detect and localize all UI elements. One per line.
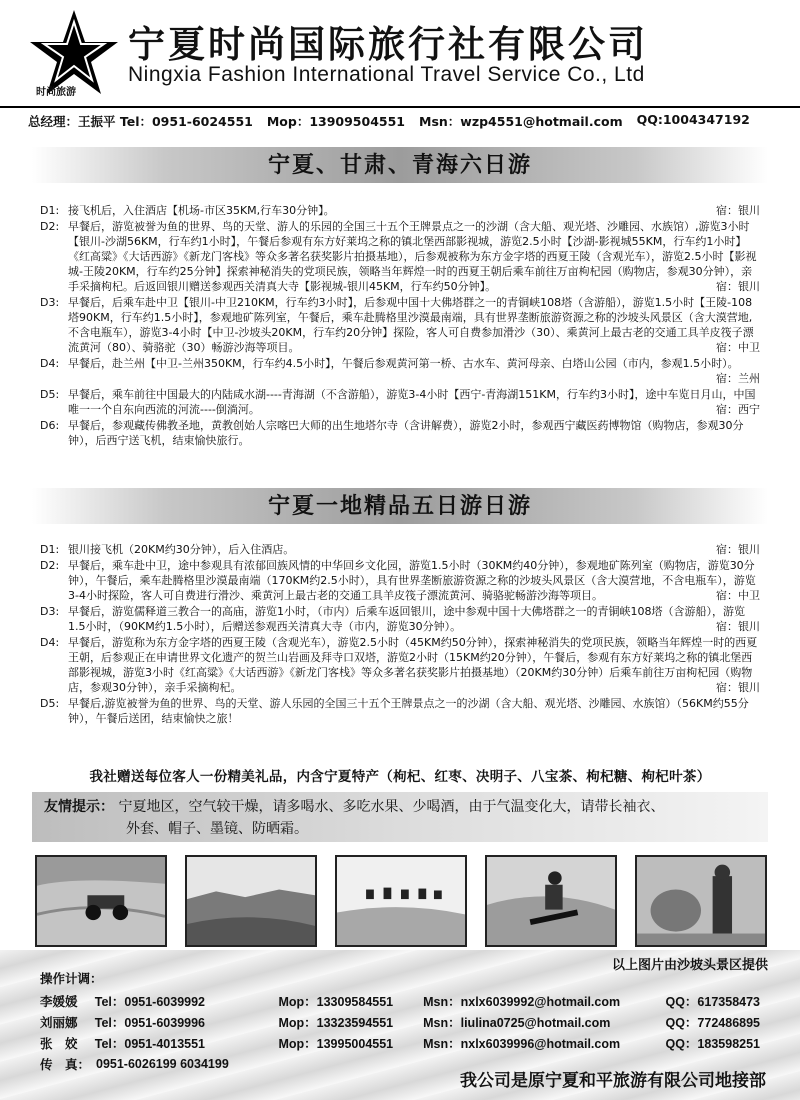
- operator-qq: QQ：772486895: [665, 1015, 760, 1030]
- operator-mop: Mop：13309584551: [278, 994, 394, 1009]
- tour2-day: [40, 635, 760, 695]
- operator-name: 刘丽娜: [40, 1014, 78, 1030]
- tour1-day: [40, 219, 760, 294]
- operators-section: [40, 969, 760, 1074]
- tour2-day: [40, 604, 760, 634]
- tour1-day: [40, 356, 760, 386]
- overnight: 宿：银川: [716, 681, 760, 694]
- day-label: D1:: [40, 204, 60, 217]
- day-text: 接飞机后，入住酒店【机场-市区35KM,行车30分钟】。: [68, 204, 335, 217]
- operator-tel: Tel：0951-4013551: [94, 1036, 206, 1051]
- operator-qq: QQ：183598251: [665, 1036, 760, 1051]
- tour1-title: 宁夏、甘肃、青海六日游: [32, 147, 768, 183]
- camel-caravan-photo: [335, 855, 467, 947]
- footer-statement: 我公司是原宁夏和平旅游有限公司地接部: [460, 1071, 766, 1091]
- day-text: 早餐后，游览称为东方金字塔的西夏王陵（含观光车），游览2.5小时（45KM约50分钟），探索神秘消失的党项民族，领略当年辉煌一时的西夏王朝，后参观正在申请世界文化遗产的贺兰山岩画及拜寺口双塔，游览2小时（15KM约20分钟），午餐后，参观有东方好莱坞之称的镇北堡西部影视城，游览3小时《红高粱》《大话西游》《新龙门客栈》等众多著名获奖影片拍摄基地）（20KM约30分钟）后乘车前往万亩枸杞园（购物店，参观30分钟），亲手采摘枸杞。: [68, 636, 758, 694]
- day-label: D5:: [40, 388, 60, 401]
- day-text: 早餐后，游览被誉为鱼的世界、鸟的天堂、游人的乐园的全国三十五个王牌景点之一的沙湖（含大船、观光塔、沙雕园、水族馆）,游览3小时【银川-沙湖56KM，行车约1小时】，午餐后参观有东方好莱坞之称的镇北堡西部影视城，游览2.5小时【沙湖-影视城55KM，行车约1小时】《红高粱》《大话西游》《新龙门客栈》等众多著名获奖影片拍摄基地），后参观被称为东方金字塔的西夏王陵（含观光车），游览2.5小时【影视城-王陵20KM，行车约25分钟】探索神秘消失的党项民族，领略当年辉煌一时的西夏王朝后乘车前往万亩枸杞园（购物店，参观30分钟），亲手采摘枸杞。后返回银川赠送参观西关清真大寺【影视城-银川45KM，行车约50分钟】。: [68, 220, 757, 293]
- day-text: 早餐后，乘车前往中国最大的内陆咸水湖----青海湖（不含游船），游览3-4小时【西宁-青海湖151KM，行车约3小时】，途中车览日月山，中国唯一一个自东向西流的河流----倒淌河。: [68, 388, 756, 416]
- day-text: 早餐后,游览被誉为鱼的世界、鸟的天堂、游人乐园的全国三十五个王牌景点之一的沙湖（含大船、观光塔、沙雕园、水族馆）（56KM约55分钟），午餐后送团，结束愉快之旅！: [68, 697, 749, 725]
- tour2-day: [40, 696, 760, 726]
- photo-strip: [35, 855, 767, 947]
- operator-row: [40, 990, 760, 1011]
- operator-tel: Tel：0951-6039992: [94, 994, 206, 1009]
- operator-msn: Msn：nxlx6039992@hotmail.com: [423, 994, 621, 1009]
- header: [0, 0, 800, 108]
- company-name-cn: 宁夏时尚国际旅行社有限公司: [128, 23, 648, 66]
- day-label: D6:: [40, 419, 60, 432]
- operator-name: 张 姣: [40, 1035, 78, 1051]
- day-text: 早餐后，游览儒释道三教合一的高庙，游览1小时，（市内）后乘车返回银川，途中参观中国十大佛塔群之一的青铜峡108塔（含游船），游览1.5小时，（90KM约1.5小时），后赠送参观西关清真大寺（市内，游览30分钟）。: [68, 605, 745, 633]
- overnight: 宿：西宁: [716, 403, 760, 416]
- company-name-en: Ningxia Fashion International Travel Service Co., Ltd: [128, 63, 645, 86]
- operator-msn: Msn：liulina0725@hotmail.com: [423, 1015, 611, 1030]
- sand-surfing-photo: [485, 855, 617, 947]
- overnight: 宿：兰州: [716, 372, 760, 385]
- tour1-day: [40, 295, 760, 355]
- desert-statue-photo: [635, 855, 767, 947]
- day-text: 早餐后，参观藏传佛教圣地，黄教创始人宗喀巴大师的出生地塔尔寺（含讲解费），游览2小时，参观西宁藏医药博物馆（购物店，参观30分钟），后西宁送飞机，结束愉快旅行。: [68, 419, 744, 447]
- tips-line-1: 宁夏地区，空气较干燥，请多喝水、多吃水果、少喝酒，由于气温变化大，请带长袖衣、: [118, 799, 665, 815]
- fax-numbers: 0951-6026199 6034199: [96, 1056, 229, 1071]
- overnight: 宿：银川: [716, 204, 760, 217]
- day-label: D3:: [40, 296, 60, 309]
- overnight: 宿：银川: [716, 620, 760, 633]
- day-label: D4:: [40, 636, 60, 649]
- operators-title: 操作计调：: [40, 971, 103, 986]
- manager-tel: 总经理：王振平 Tel：0951-6024551: [28, 114, 253, 129]
- tour2-day: [40, 558, 760, 603]
- tips-label: 友情提示：: [44, 799, 114, 815]
- operator-mop: Mop：13323594551: [278, 1015, 394, 1030]
- operator-row: [40, 1032, 760, 1053]
- logo-caption: 时尚旅游: [36, 87, 76, 98]
- day-label: D2:: [40, 220, 60, 233]
- tour2-itinerary: [40, 542, 760, 727]
- dunes-landscape-photo: [185, 855, 317, 947]
- tour1-day: [40, 387, 760, 417]
- manager-msn: Msn：wzp4551@hotmail.com: [419, 114, 623, 129]
- day-text: 早餐后，后乘车赴中卫【银川-中卫210KM，行车约3小时】，后参观中国十大佛塔群之一的青铜峡108塔（含游船），游览1.5小时【王陵-108塔90KM，行车约1.5小时】，参观地矿陈列室，午餐后，乘车赴腾格里沙漠最南端，具有世界垄断旅游资源之称的沙坡头风景区（含大漠营地,不含电瓶车），游览3-4小时【中卫-沙坡头20KM，行车约20分钟】探险，客人可自费参加滑沙（30）、乘黄河上最古老的交通工具羊皮筏子漂流黄河（80）、骑骆驼（30）畅游沙海等项目。: [68, 296, 754, 354]
- desert-buggy-photo: [35, 855, 167, 947]
- operator-qq: QQ：617358473: [665, 994, 760, 1009]
- operator-msn: Msn：nxlx6039996@hotmail.com: [423, 1036, 621, 1051]
- tour1-title-bar: [0, 147, 800, 183]
- travel-tips: [32, 792, 768, 842]
- fax-label: 传 真：: [40, 1056, 91, 1072]
- tour1-day: [40, 203, 760, 218]
- tour2-title: 宁夏一地精品五日游日游: [32, 488, 768, 524]
- tour2-title-bar: [0, 488, 800, 524]
- manager-contact-bar: [0, 112, 800, 130]
- operator-row: [40, 1011, 760, 1032]
- day-label: D1:: [40, 543, 60, 556]
- tour2-day: [40, 542, 760, 557]
- day-label: D5:: [40, 697, 60, 710]
- day-text: 早餐后，赴兰州【中卫-兰州350KM，行车约4.5小时】，午餐后参观黄河第一桥、古水车、黄河母亲、白塔山公园（市内，参观1.5小时）。: [68, 357, 739, 370]
- manager-mop: Mop：13909504551: [266, 114, 405, 129]
- operator-mop: Mop：13995004551: [278, 1036, 394, 1051]
- day-text: 银川接飞机（20KM约30分钟），后入住酒店。: [68, 543, 295, 556]
- tips-line-2: 外套、帽子、墨镜、防晒霜。: [126, 821, 308, 837]
- overnight: 宿：中卫: [716, 589, 760, 602]
- tour1-itinerary: [40, 203, 760, 449]
- tour1-day: [40, 418, 760, 448]
- day-label: D3:: [40, 605, 60, 618]
- photo-credit: 以上图片由沙坡头景区提供: [611, 958, 768, 973]
- manager-qq: QQ:1004347192: [636, 112, 750, 127]
- operator-tel: Tel：0951-6039996: [94, 1015, 206, 1030]
- day-label: D2:: [40, 559, 60, 572]
- operator-name: 李媛媛: [40, 993, 78, 1009]
- overnight: 宿：中卫: [716, 341, 760, 354]
- overnight: 宿：银川: [716, 280, 760, 293]
- day-text: 早餐后，乘车赴中卫，途中参观具有浓郁回族风情的中华回乡文化园，游览1.5小时（30KM约40分钟），参观地矿陈列室（购物店，游览30分钟），午餐后，乘车赴腾格里沙漠最南端（170KM约2.5小时），具有世界垄断旅游资源之称的沙坡头风景区（含大漠营地，不含电瓶车），游览3-4小时探险，客人可自费进行滑沙、乘黄河上最古老的交通工具羊皮筏子漂流黄河、骑骆驼畅游沙海等项目。: [68, 559, 756, 602]
- day-label: D4:: [40, 357, 60, 370]
- overnight: 宿：银川: [716, 543, 760, 556]
- gift-notice: 我社赠送每位客人一份精美礼品，内含宁夏特产（枸杞、红枣、决明子、八宝茶、枸杞糖、枸杞叶茶）: [89, 769, 711, 785]
